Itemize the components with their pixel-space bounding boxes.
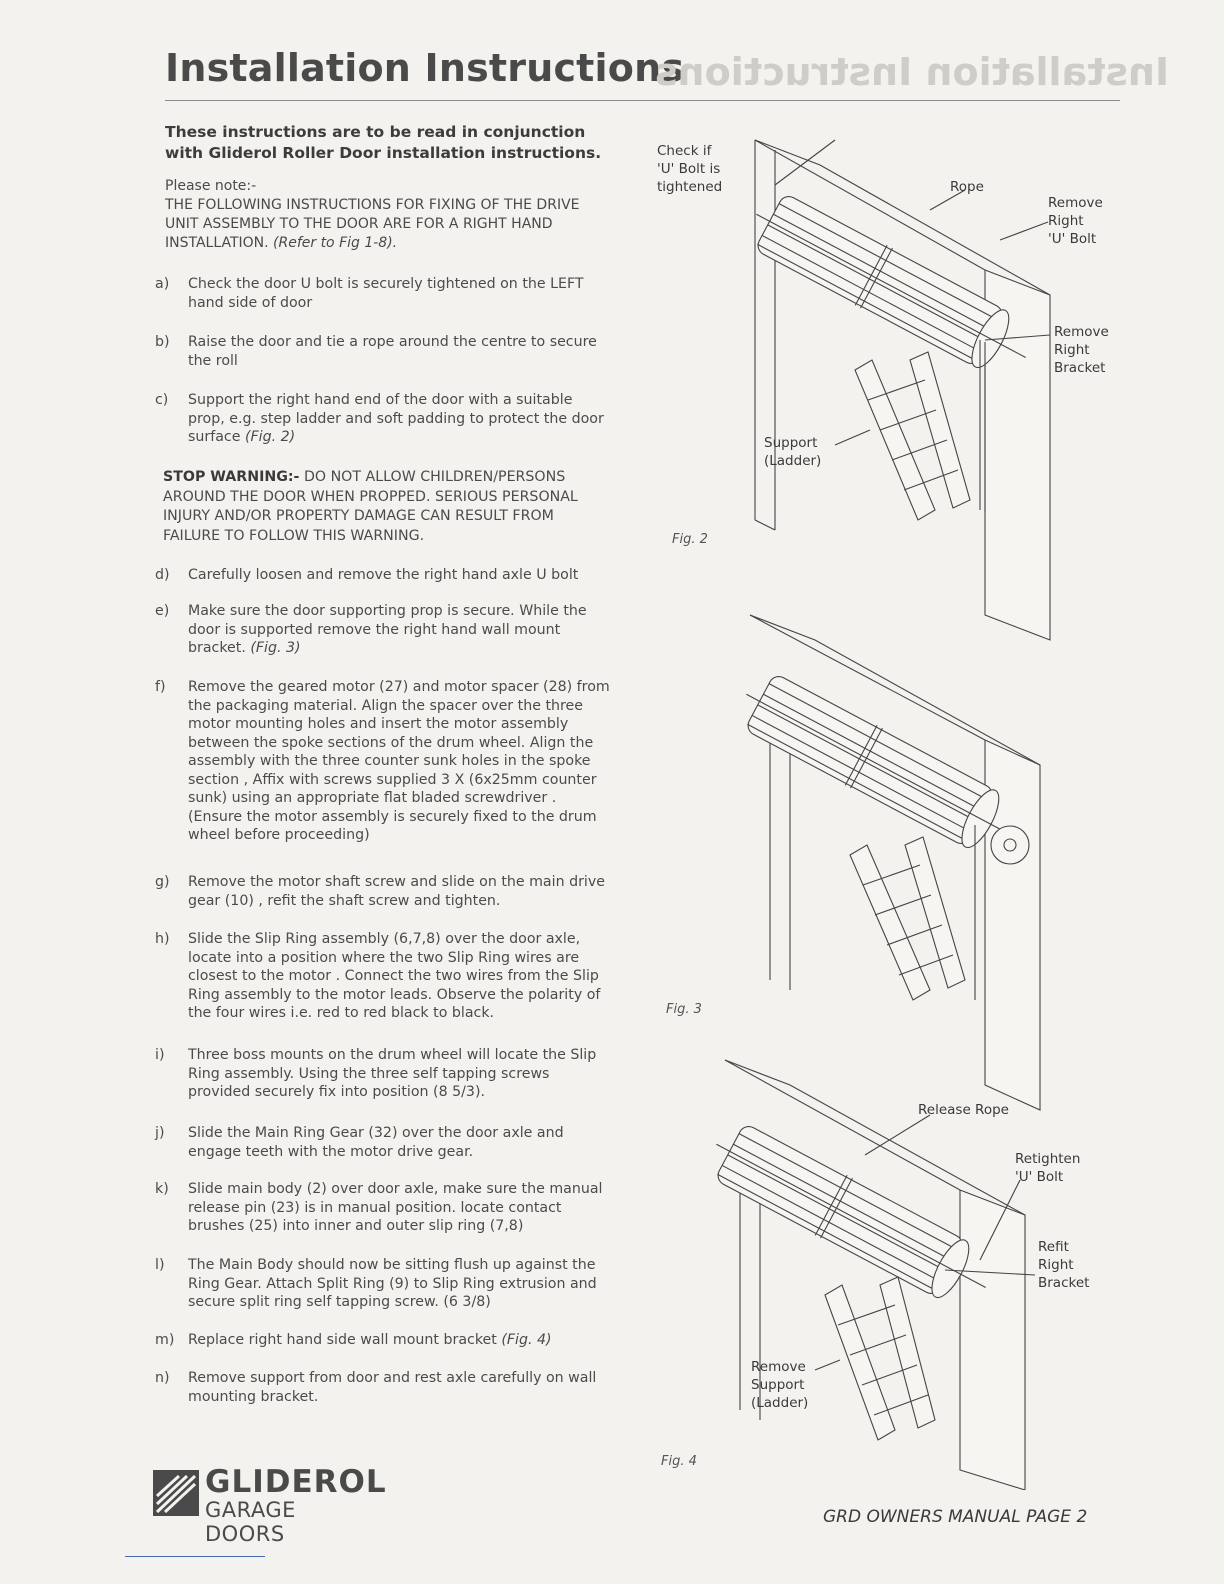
- label-line: Right: [1054, 342, 1090, 358]
- step-text: Slide main body (2) over door axle, make sure the manual release pin (23) is in manual position. locate contact brushes (25) into inner and outer slip ring (7,8): [188, 1181, 603, 1234]
- note-text-ref: (Refer to Fig 1-8).: [273, 235, 398, 251]
- step-fig-ref: (Fig. 3): [250, 640, 301, 656]
- step-j: [155, 1124, 610, 1161]
- note-block: [165, 177, 605, 253]
- step-text-body: Replace right hand side wall mount bracket: [188, 1332, 502, 1348]
- fig2-label-check-bolt: [657, 142, 722, 196]
- intro-text: These instructions are to be read in conjunction with Gliderol Roller Door installation instructions.: [165, 123, 602, 162]
- step-letter: c): [155, 392, 169, 408]
- label-line: 'U' Bolt is: [657, 161, 721, 177]
- note-text: [165, 196, 605, 253]
- step-text-body: Support the right hand end of the door with a suitable prop, e.g. step ladder and soft padding to protect the door surface: [188, 392, 604, 445]
- label-line: Remove: [751, 1359, 806, 1375]
- step-letter: e): [155, 603, 170, 619]
- step-fig-ref: (Fig. 4): [501, 1332, 552, 1348]
- fig3-drawing: [730, 615, 1040, 1110]
- fig2-label-rope: [950, 178, 984, 196]
- gliderol-logo-icon: [153, 1464, 201, 1520]
- step-letter: f): [155, 679, 166, 695]
- label-line: Bracket: [1038, 1275, 1090, 1291]
- logo-name: GLIDEROL: [205, 1464, 387, 1500]
- step-text: Three boss mounts on the drum wheel will locate the Slip Ring assembly. Using the three self tapping screws provided securely fix into position (8 5/3).: [188, 1047, 597, 1100]
- label-line: 'U' Bolt: [1015, 1169, 1064, 1185]
- step-f: [155, 678, 610, 845]
- step-text: Carefully loosen and remove the right hand axle U bolt: [188, 567, 579, 583]
- step-letter: a): [155, 276, 170, 292]
- step-letter: g): [155, 874, 170, 890]
- label-line: tightened: [657, 179, 723, 195]
- gliderol-logo: [153, 1464, 387, 1546]
- fig4-caption: Fig. 4: [661, 1454, 697, 1469]
- step-text: Remove the geared motor (27) and motor spacer (28) from the packaging material. Align the spacer over the three motor mounting holes and insert the motor assembly between the spoke sections of the drum wheel. Align the assembly with the three counter sunk holes in the spoke section , Affix with screws supplied 3 X (6x25mm counter sunk) using an appropriate flat bladed screwdriver .(Ensure the motor assembly is securely fixed to the drum wheel before proceeding): [188, 679, 610, 843]
- fig2-caption: Fig. 2: [672, 532, 708, 547]
- fig4-label-remove-support: [751, 1358, 808, 1412]
- logo-subtitle: GARAGE DOORS: [205, 1498, 296, 1546]
- label-line: Release Rope: [918, 1102, 1009, 1118]
- step-text: [188, 1331, 610, 1350]
- label-line: Support: [764, 435, 818, 451]
- label-line: Rope: [950, 179, 984, 195]
- step-text-body: Make sure the door supporting prop is secure. While the door is supported remove the right hand wall mount bracket.: [188, 603, 587, 656]
- fig2-label-support: [764, 434, 821, 470]
- step-b: [155, 333, 610, 370]
- label-line: Retighten: [1015, 1151, 1081, 1167]
- step-text: Check the door U bolt is securely tightened on the LEFT hand side of door: [188, 276, 584, 311]
- step-g: [155, 873, 610, 910]
- step-letter: k): [155, 1181, 169, 1197]
- step-a: [155, 275, 610, 312]
- step-text: Slide the Slip Ring assembly (6,7,8) over the door axle, locate into a position where the two Slip Ring wires are closest to the motor . Connect the two wires from the Slip Ring assembly to the motor leads. Observe the polarity of the four wires i.e. red to red black to black.: [188, 931, 601, 1021]
- fig4-label-refit-bracket: [1038, 1238, 1089, 1292]
- bottom-edge-line: [125, 1556, 265, 1557]
- label-line: Support: [751, 1377, 805, 1393]
- warning-text: DO NOT ALLOW CHILDREN/PERSONS AROUND THE DOOR WHEN PROPPED. SERIOUS PERSONAL INJURY AND/OR PROPERTY DAMAGE CAN RESULT FROM FAILURE TO FOLLOW THIS WARNING.: [163, 469, 578, 544]
- fig4-label-release-rope: [918, 1101, 1009, 1119]
- label-line: Bracket: [1054, 360, 1106, 376]
- header-rule: [165, 100, 1120, 101]
- step-letter: n): [155, 1370, 170, 1386]
- step-text: Remove the motor shaft screw and slide on the main drive gear (10) , refit the shaft screw and tighten.: [188, 874, 605, 909]
- label-line: (Ladder): [764, 453, 822, 469]
- fig4-label-retighten: [1015, 1150, 1080, 1186]
- step-m: [155, 1331, 610, 1350]
- label-line: Refit: [1038, 1239, 1069, 1255]
- note-text-main: THE FOLLOWING INSTRUCTIONS FOR FIXING OF THE DRIVE UNIT ASSEMBLY TO THE DOOR ARE FOR A RIGHT HAND INSTALLATION.: [165, 197, 580, 251]
- page-footer: GRD OWNERS MANUAL PAGE 2: [823, 1507, 1088, 1527]
- step-letter: l): [155, 1257, 165, 1273]
- step-text: Remove support from door and rest axle carefully on wall mounting bracket.: [188, 1370, 597, 1405]
- step-text: [188, 391, 610, 447]
- step-fig-ref: (Fig. 2): [244, 429, 296, 445]
- step-letter: m): [155, 1332, 175, 1348]
- step-l: [155, 1256, 610, 1312]
- step-letter: i): [155, 1047, 165, 1063]
- warning-label: STOP WARNING:-: [163, 469, 300, 485]
- warning-block: [163, 468, 609, 546]
- step-letter: d): [155, 567, 170, 583]
- step-d: [155, 566, 610, 585]
- step-text: Slide the Main Ring Gear (32) over the door axle and engage teeth with the motor drive gear.: [188, 1125, 564, 1160]
- step-text: Raise the door and tie a rope around the centre to secure the roll: [188, 334, 597, 369]
- step-c: [155, 391, 610, 447]
- step-i: [155, 1046, 610, 1102]
- step-letter: b): [155, 334, 170, 350]
- label-line: Remove: [1054, 324, 1109, 340]
- label-line: Check if: [657, 143, 712, 159]
- step-letter: j): [155, 1125, 165, 1141]
- step-text: The Main Body should now be sitting flush up against the Ring Gear. Attach Split Ring (9) to Slip Ring extrusion and secure split ring self tapping screw. (6 3/8): [188, 1257, 597, 1310]
- label-line: Remove: [1048, 195, 1103, 211]
- step-k: [155, 1180, 610, 1236]
- fig2-drawing: [740, 140, 1050, 640]
- fig3-caption: Fig. 3: [666, 1002, 702, 1017]
- label-line: Right: [1038, 1257, 1074, 1273]
- step-letter: h): [155, 931, 170, 947]
- fig4-drawing: [700, 1060, 1035, 1490]
- bleed-through-title: Installation Instructions: [655, 50, 1170, 94]
- step-e: [155, 602, 610, 658]
- step-text: [188, 602, 610, 658]
- page-title: Installation Instructions: [165, 46, 685, 90]
- label-line: 'U' Bolt: [1048, 231, 1097, 247]
- fig2-label-remove-bracket: [1054, 323, 1109, 377]
- note-label: Please note:-: [165, 178, 257, 194]
- step-n: [155, 1369, 610, 1406]
- label-line: Right: [1048, 213, 1084, 229]
- step-h: [155, 930, 610, 1023]
- label-line: (Ladder): [751, 1395, 809, 1411]
- fig2-label-remove-bolt: [1048, 194, 1103, 248]
